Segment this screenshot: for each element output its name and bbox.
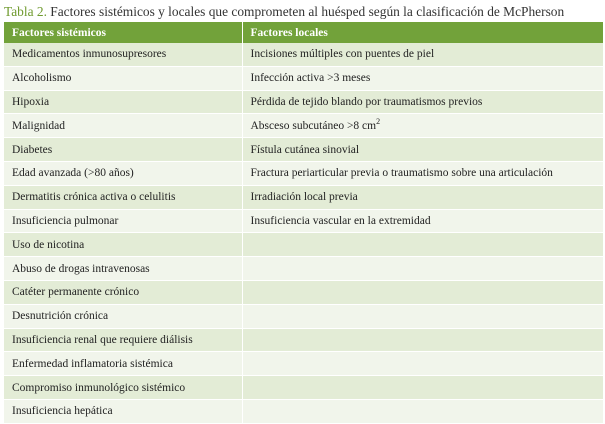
local-factor: Fractura periarticular previa o traumatismo sobre una articulación: [242, 161, 603, 185]
mcpherson-factors-table: [4, 22, 603, 424]
systemic-factor: Diabetes: [4, 138, 242, 162]
local-factor: [242, 114, 603, 138]
local-factor: [242, 304, 603, 328]
table-row: [4, 43, 603, 66]
systemic-factor: Insuficiencia renal que requiere diálisis: [4, 328, 242, 352]
table-row: [4, 399, 603, 423]
systemic-factor: Compromiso inmunológico sistémico: [4, 376, 242, 400]
table-row: [4, 114, 603, 138]
local-factor-text: Absceso subcutáneo >8 cm: [250, 119, 377, 132]
local-factor: Fístula cutánea sinovial: [242, 138, 603, 162]
systemic-factor: Insuficiencia hepática: [4, 399, 242, 423]
systemic-factor: Edad avanzada (>80 años): [4, 161, 242, 185]
table-row: [4, 376, 603, 400]
local-factor: [242, 399, 603, 423]
unit-exponent: 2: [376, 116, 381, 126]
local-factor: [242, 280, 603, 304]
local-factor: Irradiación local previa: [242, 185, 603, 209]
systemic-factor: Abuso de drogas intravenosas: [4, 257, 242, 281]
table-number: Tabla 2.: [4, 4, 47, 19]
systemic-factor: Medicamentos inmunosupresores: [4, 43, 242, 66]
table-row: [4, 328, 603, 352]
local-factor: Insuficiencia vascular en la extremidad: [242, 209, 603, 233]
systemic-factor: Hipoxia: [4, 90, 242, 114]
systemic-factor: Insuficiencia pulmonar: [4, 209, 242, 233]
local-factor: Incisiones múltiples con puentes de piel: [242, 43, 603, 66]
local-factor: [242, 328, 603, 352]
systemic-factor: Uso de nicotina: [4, 233, 242, 257]
header-systemic: Factores sistémicos: [4, 22, 242, 43]
systemic-factor: Desnutrición crónica: [4, 304, 242, 328]
table-row: [4, 352, 603, 376]
table-row: [4, 66, 603, 90]
table-row: [4, 161, 603, 185]
table-row: [4, 90, 603, 114]
table-row: [4, 185, 603, 209]
local-factor: [242, 257, 603, 281]
local-factor: Infección activa >3 meses: [242, 66, 603, 90]
table-row: [4, 233, 603, 257]
table-row: [4, 209, 603, 233]
header-local: Factores locales: [242, 22, 603, 43]
systemic-factor: Alcoholismo: [4, 66, 242, 90]
table-row: [4, 257, 603, 281]
local-factor: [242, 376, 603, 400]
systemic-factor: Enfermedad inflamatoria sistémica: [4, 352, 242, 376]
local-factor: Pérdida de tejido blando por traumatismos previos: [242, 90, 603, 114]
table-row: [4, 304, 603, 328]
table-caption: [4, 3, 564, 20]
header-row: [4, 22, 603, 43]
local-factor: [242, 352, 603, 376]
systemic-factor: Dermatitis crónica activa o celulitis: [4, 185, 242, 209]
table-row: [4, 138, 603, 162]
systemic-factor: Catéter permanente crónico: [4, 280, 242, 304]
local-factor: [242, 233, 603, 257]
table-row: [4, 280, 603, 304]
table-title: Factores sistémicos y locales que comprometen al huésped según la clasificación de McPherson: [46, 4, 565, 19]
systemic-factor: Malignidad: [4, 114, 242, 138]
